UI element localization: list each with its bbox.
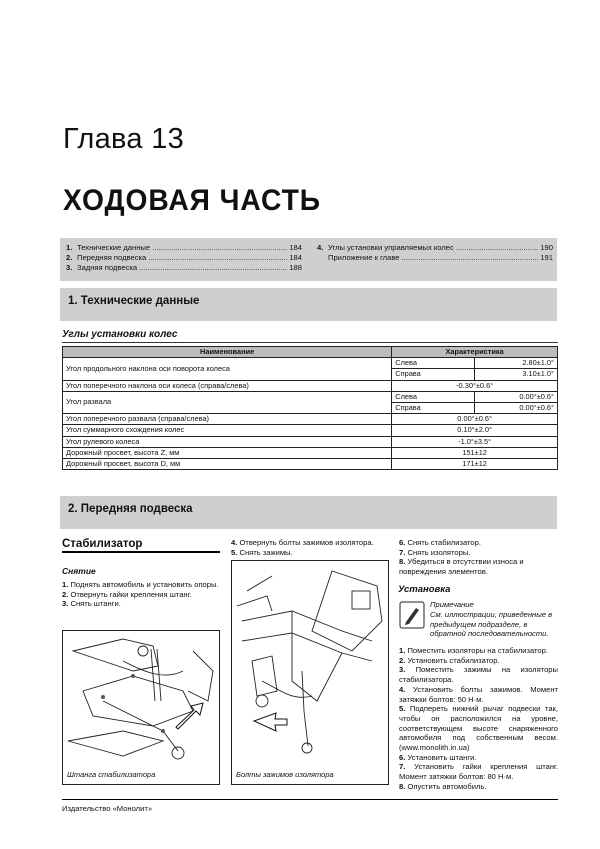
row-side-label: Слева: [392, 358, 475, 369]
table-header-row: [63, 347, 558, 358]
footer-divider: [62, 799, 558, 800]
chapter-number: Глава 13: [63, 123, 185, 155]
step-text: Установить болты зажимов. Момент затяжки болтов: 50 Н·м.: [399, 684, 558, 704]
column-header-name: Наименование: [63, 347, 392, 358]
list-item: [62, 599, 220, 609]
row-name: Угол поперечного наклона оси колеса (справа/слева): [63, 380, 392, 391]
table-row: [63, 414, 558, 425]
toc-item[interactable]: [66, 243, 302, 253]
toc-item-label: Технические данные .....: [77, 243, 287, 253]
step-text: Подпереть нижний рычаг подвески так, чтобы он расположился на уровне, соответствующем высоте снаряженного автомобиля под собственным весом. (www.monolith.in.ua): [399, 704, 558, 753]
step-number: 1.: [399, 646, 406, 655]
list-item: [399, 665, 558, 684]
list-item: [399, 557, 559, 576]
step-text: Установить гайки крепления штанг. Момент затяжки болтов: 80 Н·м.: [399, 762, 558, 782]
note-pen-icon: [399, 601, 425, 629]
section-heading-tech-data: 1. Технические данные: [60, 288, 557, 321]
row-value: 0.00°±0.6°: [475, 391, 558, 402]
toc-item-page: 191: [540, 253, 553, 262]
subframe-illustration: [232, 561, 389, 768]
step-number: 7.: [399, 762, 406, 772]
toc-item-label: Передняя подвеска .....: [77, 253, 287, 263]
toc-item-number: 1.: [66, 243, 73, 252]
row-value: 3.10±1.0°: [475, 369, 558, 380]
row-side-label: Справа: [392, 402, 475, 413]
step-text: Поднять автомобиль и установить опоры.: [70, 580, 219, 589]
toc-item-number: 4.: [317, 243, 324, 252]
toc-item-label: Углы установки управляемых колес .....: [328, 243, 538, 253]
chapter-toc: [60, 238, 557, 281]
toc-item[interactable]: [66, 263, 302, 273]
middle-steps: [231, 538, 391, 557]
step-number: 5.: [231, 547, 238, 557]
right-steps: [399, 538, 559, 577]
table-row: [63, 436, 558, 447]
toc-item[interactable]: [66, 253, 302, 263]
row-name: Угол продольного наклона оси поворота колеса: [63, 358, 392, 380]
step-number: 4.: [399, 684, 406, 694]
row-value: 0.00°±0.6°: [392, 414, 558, 425]
toc-item-page: 188: [289, 263, 302, 272]
step-text: Опустить автомобиль.: [407, 781, 487, 791]
row-name: Дорожный просвет, высота D, мм: [63, 458, 392, 469]
row-value: 151±12: [392, 447, 558, 458]
table-row: [63, 458, 558, 469]
toc-item-number: 2.: [66, 253, 73, 262]
table-row: [63, 380, 558, 391]
toc-item-number: [317, 253, 328, 263]
list-item: [399, 685, 558, 704]
list-item: [399, 656, 558, 666]
toc-item-number: 3.: [66, 263, 73, 272]
row-value: 2.80±1.0°: [475, 358, 558, 369]
row-name: Угол рулевого колеса: [63, 436, 392, 447]
toc-item[interactable]: [317, 243, 553, 253]
list-item: [62, 580, 220, 590]
wheel-alignment-table: [62, 346, 558, 470]
removal-steps: [62, 580, 220, 609]
toc-right-column: [317, 243, 553, 263]
row-value: 0.00°±0.6°: [475, 402, 558, 413]
list-item: [399, 538, 559, 548]
note-text: См. иллюстрации, приведенные в предыдущем подразделе, в обратной последовательности.: [430, 610, 553, 638]
row-name: Угол развала: [63, 391, 392, 413]
toc-item[interactable]: [317, 253, 553, 263]
toc-item-label: Приложение к главе .....: [328, 253, 538, 263]
step-number: 6.: [399, 752, 406, 762]
list-item: [399, 762, 558, 781]
divider: [62, 551, 220, 553]
divider: [62, 342, 558, 343]
table-row: [63, 391, 558, 402]
step-text: Снять штанги.: [70, 599, 121, 609]
list-item: [399, 646, 558, 656]
chapter-title: ХОДОВАЯ ЧАСТЬ: [63, 184, 321, 217]
toc-item-page: 190: [540, 243, 553, 252]
step-text: Снять стабилизатор.: [407, 538, 481, 547]
step-number: 4.: [231, 538, 238, 547]
step-text: Поместить изоляторы на стабилизатор.: [407, 646, 548, 655]
step-number: 8.: [399, 557, 406, 567]
list-item: [399, 704, 558, 753]
suspension-illustration: [63, 631, 220, 768]
table-row: [63, 358, 558, 369]
step-number: 7.: [399, 547, 406, 557]
note-label: Примечание: [430, 600, 474, 609]
step-text: Снять изоляторы.: [407, 547, 471, 557]
step-number: 2.: [62, 589, 69, 599]
step-text: Отвернуть болты зажимов изолятора.: [239, 538, 374, 547]
row-name: Дорожный просвет, высота Z, мм: [63, 447, 392, 458]
row-side-label: Справа: [392, 369, 475, 380]
row-name: Угол поперечного развала (справа/слева): [63, 414, 392, 425]
figure-stabilizer-link: [62, 630, 220, 785]
step-text: Установить стабилизатор.: [407, 655, 500, 665]
step-number: 5.: [399, 704, 406, 714]
figure-isolator-bolts: [231, 560, 389, 785]
row-value: 0.10°±2.0°: [392, 425, 558, 436]
step-number: 6.: [399, 538, 406, 547]
table-row: [63, 425, 558, 436]
table-row: [63, 447, 558, 458]
step-text: Убедиться в отсутствии износа и повреждения элементов.: [399, 557, 524, 577]
step-text: Установить штанги.: [407, 752, 477, 762]
row-value: -1.0°±3.5°: [392, 436, 558, 447]
list-item: [231, 548, 391, 558]
figure-caption: Штанга стабилизатора: [63, 766, 219, 784]
step-number: 3.: [62, 599, 69, 609]
list-item: [399, 782, 558, 792]
install-steps: [399, 646, 558, 792]
row-value: 171±12: [392, 458, 558, 469]
list-item: [231, 538, 391, 548]
list-item: [399, 548, 559, 558]
toc-left-column: [66, 243, 302, 273]
step-number: 2.: [399, 655, 406, 665]
row-side-label: Слева: [392, 391, 475, 402]
toc-item-page: 184: [289, 253, 302, 262]
step-text: Снять зажимы.: [239, 547, 293, 557]
list-item: [399, 753, 558, 763]
publisher-footer: Издательство «Монолит»: [62, 804, 153, 813]
step-number: 3.: [399, 665, 406, 675]
step-number: 1.: [62, 580, 69, 589]
column-header-characteristic: Характеристика: [392, 347, 558, 358]
toc-item-label: Задняя подвеска .....: [77, 263, 287, 273]
row-value: -0.30°±0.6°: [392, 380, 558, 391]
step-number: 8.: [399, 781, 406, 791]
procedure-title: Установка: [398, 584, 451, 595]
step-text: Отвернуть гайки крепления штанг.: [70, 589, 192, 599]
table-title: Углы установки колес: [62, 329, 178, 340]
list-item: [62, 590, 220, 600]
subsection-title: Стабилизатор: [62, 538, 143, 550]
toc-item-page: 184: [289, 243, 302, 252]
step-text: Поместить зажимы на изоляторы стабилизатора.: [399, 665, 558, 685]
row-name: Угол суммарного схождения колес: [63, 425, 392, 436]
procedure-title: Снятие: [62, 566, 96, 576]
figure-caption: Болты зажимов изолятора: [232, 766, 388, 784]
section-heading-front-suspension: 2. Передняя подвеска: [60, 496, 557, 529]
